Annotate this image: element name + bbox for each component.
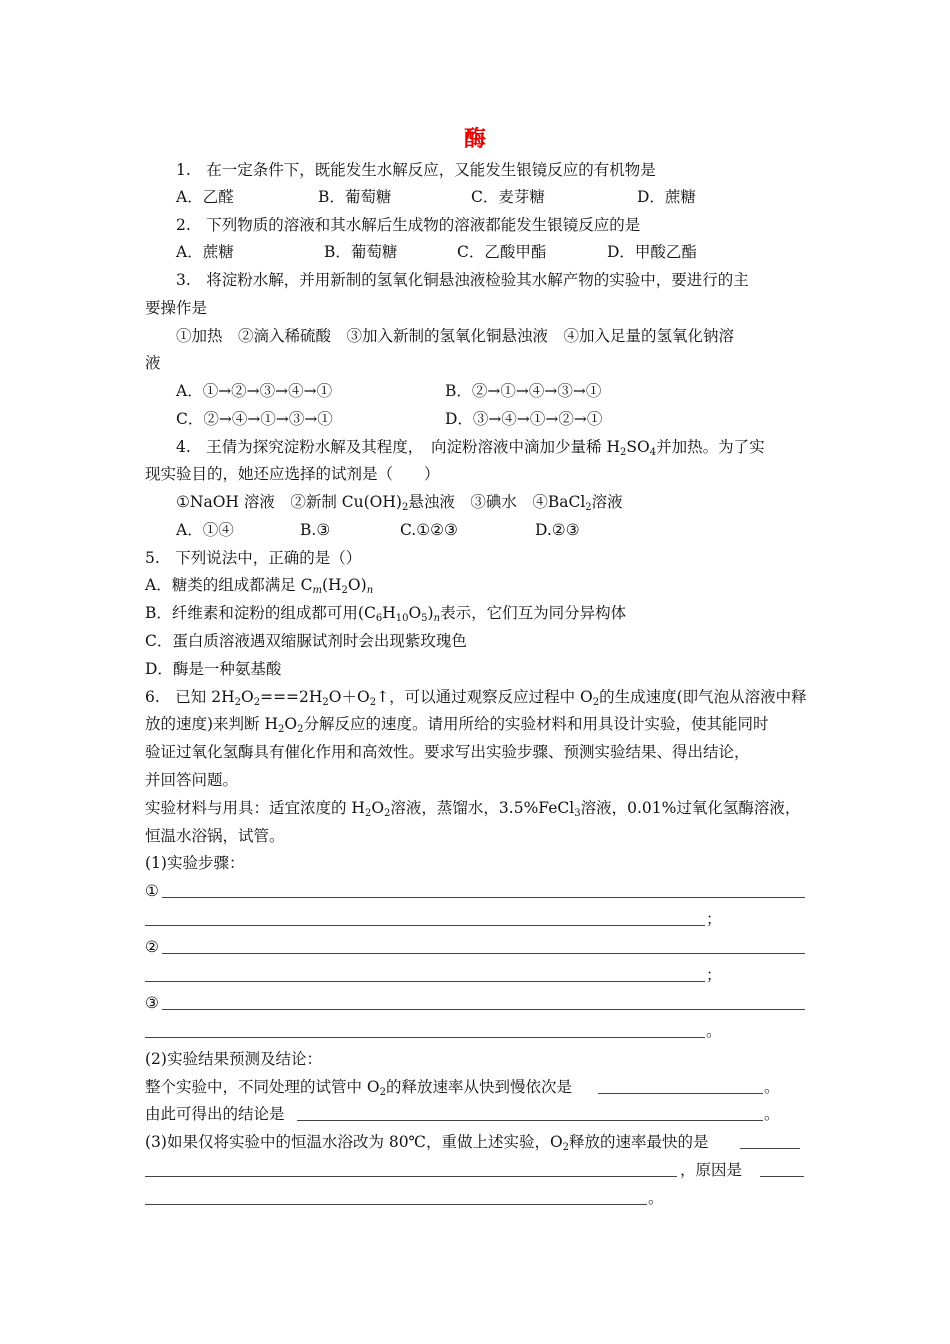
reason-blank-line-2[interactable] [145, 1204, 647, 1205]
question-6-line-4: 并回答问题。 [145, 771, 239, 789]
part-2-heading: (2)实验结果预测及结论： [145, 1050, 322, 1068]
step-3-marker: ③ [145, 994, 159, 1012]
q1-option-c: C．麦芽糖 [471, 188, 545, 206]
q2-option-d: D．甲酸乙酯 [607, 243, 697, 261]
q5-option-c: C．蛋白质溶液遇双缩脲试剂时会出现紫玫瑰色 [145, 632, 467, 650]
question-1-stem: 1. 在一定条件下，既能发生水解反应，又能发生银镜反应的有机物是 [176, 161, 656, 179]
question-3-stem: 3. 将淀粉水解，并用新制的氢氧化铜悬浊液检验其水解产物的实验中，要进行的主 [176, 271, 749, 289]
conclusion-blank[interactable] [297, 1120, 763, 1121]
rate-order-blank[interactable] [598, 1093, 763, 1094]
step-3-blank-line-2[interactable] [145, 1037, 705, 1038]
step-3-period: 。 [706, 1022, 722, 1040]
conclusion-period: 。 [764, 1105, 780, 1123]
step-1-semicolon: ； [706, 910, 722, 928]
q2-option-c: C．乙酸甲酯 [457, 243, 547, 261]
step-2-marker: ② [145, 938, 159, 956]
q5-option-a: A．糖类的组成都满足 $C_m(H_2O)_n$ [145, 576, 374, 596]
question-4-reagents: ①NaOH 溶液 ②新制 $Cu(OH)_2$悬浊液 ③碘水 ④BaCl$_2$溶液 [176, 493, 623, 513]
question-5-stem: 5. 下列说法中，正确的是（） [145, 549, 362, 567]
step-1-blank-line-2[interactable] [145, 925, 705, 926]
q4-option-a: A．①④ [176, 521, 234, 539]
result-prediction-line: 整个实验中，不同处理的试管中 $O_2$的释放速率从快到慢依次是 [145, 1078, 573, 1098]
q1-option-a: A．乙醛 [176, 188, 234, 206]
question-2-stem: 2. 下列物质的溶液和其水解后生成物的溶液都能发生银镜反应的是 [176, 216, 641, 234]
question-3-operations: ①加热 ②滴入稀硫酸 ③加入新制的氢氧化铜悬浊液 ④加入足量的氢氧化钠溶 [176, 327, 735, 345]
step-1-blank-line-1[interactable] [162, 897, 805, 898]
step-2-blank-line-2[interactable] [145, 981, 705, 982]
step-2-semicolon: ； [706, 966, 722, 984]
page-title: 酶 [463, 126, 486, 152]
part-3-question: (3)如果仅将实验中的恒温水浴改为 80℃，重做上述实验，$O_2$释放的速率最快的是 [145, 1133, 709, 1153]
q2-option-b: B．葡萄糖 [324, 243, 398, 261]
q4-option-b: B.③ [300, 521, 331, 539]
q3-option-b: B．②→①→④→③→① [445, 382, 602, 400]
question-4-stem-cont: 现实验目的，她还应选择的试剂是（ ） [145, 465, 440, 483]
q2-option-a: A．蔗糖 [176, 243, 234, 261]
rate-order-period: 。 [764, 1078, 780, 1096]
q1-option-b: B．葡萄糖 [318, 188, 392, 206]
question-3-stem-cont: 要操作是 [145, 299, 208, 317]
fastest-blank-line-2[interactable] [145, 1176, 677, 1177]
step-1-marker: ① [145, 882, 159, 900]
q3-option-a: A．①→②→③→④→① [176, 382, 333, 400]
question-4-stem: 4. 王倩为探究淀粉水解及其程度， 向淀粉溶液中滴加少量稀 $H_2SO_4$并加热。为了实 [176, 438, 765, 458]
conclusion-label: 由此可得出的结论是 [145, 1105, 285, 1123]
question-3-operations-cont: 液 [145, 354, 161, 372]
step-3-blank-line-1[interactable] [162, 1009, 805, 1010]
q4-option-d: D.②③ [535, 521, 580, 539]
fastest-blank-line-1[interactable] [740, 1148, 800, 1149]
step-2-blank-line-1[interactable] [162, 953, 805, 954]
reason-period: 。 [648, 1189, 664, 1207]
q3-option-c: C．②→④→①→③→① [176, 410, 333, 428]
question-6-line-1: 6. 已知 $2H_2O_2===2H_2O+O_2↑$，可以通过观察反应过程中 $O_2$的生成速度(即气泡从溶液中释 [145, 688, 807, 708]
question-6-line-2: 放的速度)来判断 $H_2O_2$分解反应的速度。请用所给的实验材料和用具设计实验，使其能同时 [145, 715, 769, 735]
q4-option-c: C.①②③ [400, 521, 458, 539]
q5-option-d: D．酶是一种氨基酸 [145, 660, 282, 678]
reason-blank-line-1[interactable] [760, 1176, 804, 1177]
reason-label: ，原因是 [680, 1161, 743, 1179]
q3-option-d: D．③→④→①→②→① [445, 410, 603, 428]
q1-option-d: D．蔗糖 [637, 188, 696, 206]
part-1-heading: (1)实验步骤： [145, 854, 245, 872]
materials-line-1: 实验材料与用具：适宜浓度的 $H_2O_2$溶液，蒸馏水，3.5%FeCl$_3$溶液，0.01%过氧化氢酶溶液， [145, 799, 801, 819]
question-6-line-3: 验证过氧化氢酶具有催化作用和高效性。要求写出实验步骤、预测实验结果、得出结论， [145, 743, 750, 761]
q5-option-b: B．纤维素和淀粉的组成都可用$(C_6H_{10}O_5)_n$表示，它们互为同分异构体 [145, 604, 627, 624]
materials-line-2: 恒温水浴锅，试管。 [145, 827, 285, 845]
